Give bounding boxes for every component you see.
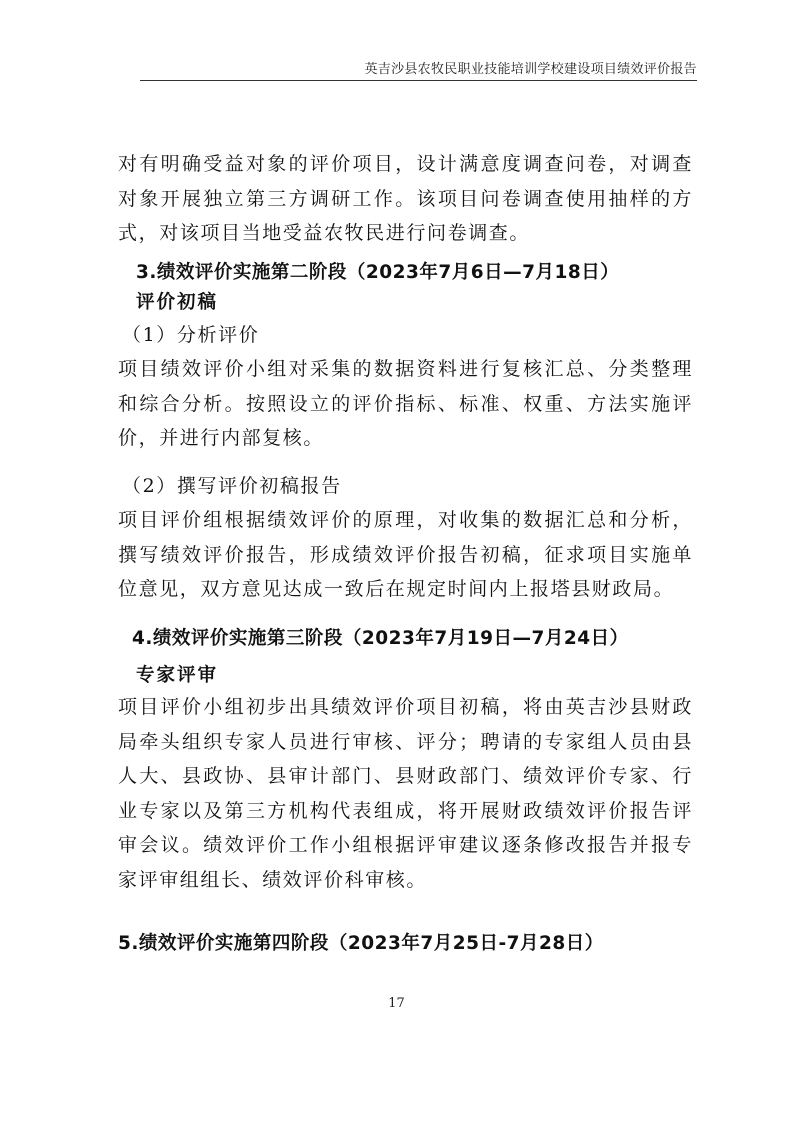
section-4-subheading: 专家评审 xyxy=(136,665,219,686)
section-4-paragraph: 项目评价小组初步出具绩效评价项目初稿，将由英吉沙县财政局牵头组织专家人员进行审核、评分；聘请的专家组人员由县人大、县政协、县审计部门、县财政部门、绩效评价专家、行业专家以及第三方机构代表组成，将开展财政绩效评价报告评审会议。绩效评价工作小组根据评审建议逐条修改报告并报专家评审组组长、绩效评价科审核。 xyxy=(118,696,693,891)
item-2-paragraph: 项目评价组根据绩效评价的原理，对收集的数据汇总和分析，撰写绩效评价报告，形成绩效评价报告初稿，征求项目实施单位意见，双方意见达成一致后在规定时间内上报塔县财政局。 xyxy=(118,509,693,600)
running-header: 英吉沙县农牧民职业技能培训学校建设项目绩效评价报告 xyxy=(364,62,697,77)
page-number: 17 xyxy=(388,996,405,1011)
section-4-heading: 4.绩效评价实施第三阶段（2023年7月19日—7月24日） xyxy=(132,628,629,649)
section-3-subheading: 评价初稿 xyxy=(136,292,219,313)
item-2-title: （2）撰写评价初稿报告 xyxy=(122,475,342,497)
section-3-heading: 3.绩效评价实施第二阶段（2023年7月6日—7月18日） xyxy=(136,262,620,283)
item-1-title: （1）分析评价 xyxy=(122,324,260,346)
section-5-heading: 5.绩效评价实施第四阶段（2023年7月25日-7月28日） xyxy=(118,933,604,954)
paragraph-survey: 对有明确受益对象的评价项目，设计满意度调查问卷，对调查对象开展独立第三方调研工作。该项目问卷调查使用抽样的方式，对该项目当地受益农牧民进行问卷调查。 xyxy=(118,153,693,244)
header-divider xyxy=(140,80,697,81)
item-1-paragraph: 项目绩效评价小组对采集的数据资料进行复核汇总、分类整理和综合分析。按照设立的评价指标、标准、权重、方法实施评价，并进行内部复核。 xyxy=(118,358,693,449)
